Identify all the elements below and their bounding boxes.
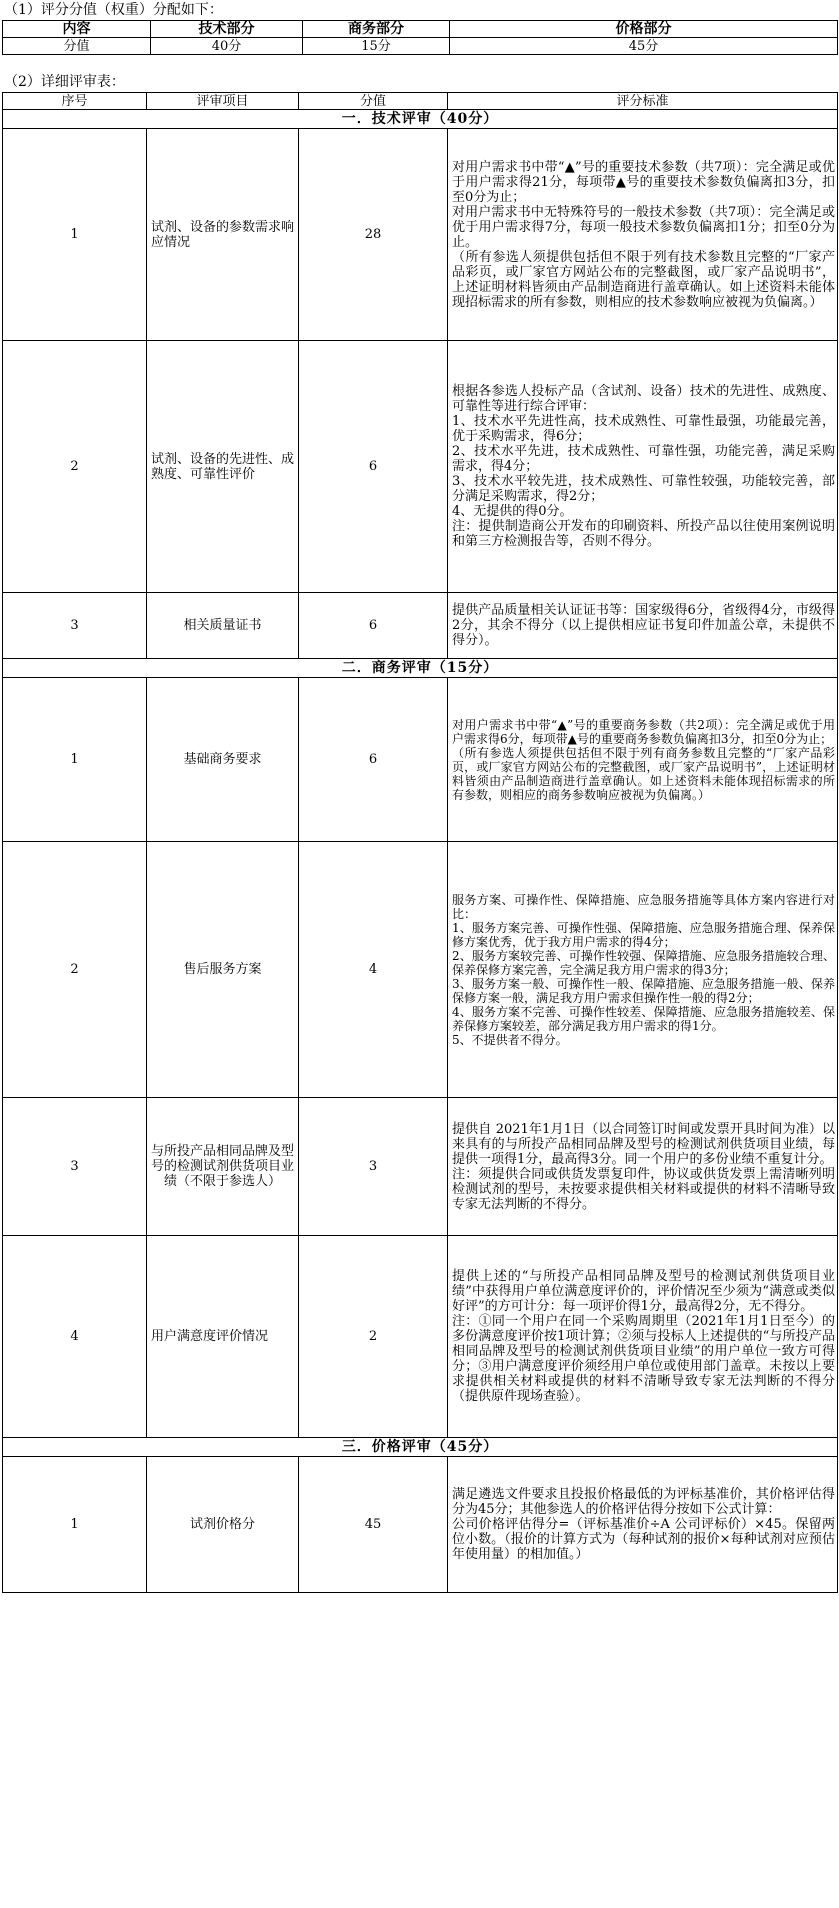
weights-caption: （1）评分分值（权重）分配如下： (4, 2, 223, 18)
row-score: 3 (299, 1098, 448, 1236)
row-no: 1 (3, 1457, 147, 1593)
weights-value-cell: 分值 (3, 38, 151, 55)
row-item: 售后服务方案 (147, 842, 299, 1098)
row-item: 用户满意度评价情况 (147, 1236, 299, 1438)
row-item: 与所投产品相同品牌及型号的检测试剂供货项目业绩（不限于参选人） (147, 1098, 299, 1236)
section-title-row (3, 659, 838, 678)
row-item: 试剂、设备的先进性、成熟度、可靠性评价 (147, 341, 299, 593)
weights-header-cell: 价格部分 (450, 21, 838, 38)
row-score: 2 (299, 1236, 448, 1438)
row-criteria: 服务方案、可操作性、保障措施、应急服务措施等具体方案内容进行对比： 1、服务方案完善、可操作性强、保障措施、应急服务措施合理、保养保修方案优秀，优于我方用户需求的得4分； 2、服务方案较完善、可操作性较强、保障措施、应急服务措施较合理、保养保修方案完善，完全满足我方用户需求的得3分； 3、服务方案一般、可操作性一般、保障措施、应急服务措施一般、保养保修方案一般，满足我方用户需求但操作性一般的得2分； 4、服务方案不完善、可操作性较差、保障措施、应急服务措施较差、保养保修方案较差，部分满足我方用户需求的得1分。 5、不提供者不得分。 (448, 842, 838, 1098)
row-no: 2 (3, 842, 147, 1098)
row-no: 4 (3, 1236, 147, 1438)
row-criteria: 对用户需求书中带“▲”号的重要技术参数（共7项）：完全满足或优于用户需求得21分，每项带▲号的重要技术参数负偏离扣3分，扣至0分为止； 对用户需求书中无特殊符号的一般技术参数（共7项）：完全满足或优于用户需求得7分，每项一般技术参数负偏离扣1分；扣至0分为止。 （所有参选人须提供包括但不限于列有技术参数且完整的“厂家产品彩页，或厂家官方网站公布的完整截图，或厂家产品说明书”，上述证明材料皆须由产品制造商进行盖章确认。如上述资料未能体现招标需求的所有参数，则相应的技术参数响应被视为负偏离。） (448, 129, 838, 341)
row-no: 1 (3, 678, 147, 842)
row-score: 4 (299, 842, 448, 1098)
weights-header-row (3, 21, 838, 38)
row-no: 3 (3, 593, 147, 659)
weights-value-cell: 40分 (151, 38, 303, 55)
weights-value-cell: 45分 (450, 38, 838, 55)
row-item: 相关质量证书 (147, 593, 299, 659)
table-row (3, 1457, 838, 1593)
row-item: 试剂、设备的参数需求响应情况 (147, 129, 299, 341)
header-cell-criteria: 评分标准 (448, 93, 838, 110)
row-score: 6 (299, 341, 448, 593)
weights-table (2, 20, 838, 55)
table-row (3, 341, 838, 593)
section-title: 二．商务评审（15分） (3, 659, 838, 678)
row-criteria: 提供上述的“与所投产品相同品牌及型号的检测试剂供货项目业绩”中获得用户单位满意度评价的，评价情况至少须为“满意或类似好评”的方可计分：每一项评价得1分，最高得2分，无不得分。 注：①同一个用户在同一个采购周期里（2021年1月1日至今）的多份满意度评价按1项计算；②须与投标人上述提供的“与所投产品相同品牌及型号的检测试剂供货项目业绩”的用户单位一致方可得分；③用户满意度评价须经用户单位或使用部门盖章。未按以上要求提供相关材料或提供的材料不清晰导致专家无法判断的不得分（提供原件现场查验）。 (448, 1236, 838, 1438)
row-criteria: 提供产品质量相关认证证书等：国家级得6分，省级得4分，市级得2分，其余不得分（以上提供相应证书复印件加盖公章，未提供不得分）。 (448, 593, 838, 659)
weights-header-cell: 技术部分 (151, 21, 303, 38)
section-title-row (3, 1438, 838, 1457)
row-score: 45 (299, 1457, 448, 1593)
row-item: 试剂价格分 (147, 1457, 299, 1593)
table-row (3, 1098, 838, 1236)
detail-caption: （2）详细评审表： (4, 74, 125, 90)
row-no: 1 (3, 129, 147, 341)
weights-value-cell: 15分 (303, 38, 450, 55)
header-cell-score: 分值 (299, 93, 448, 110)
row-criteria: 根据各参选人投标产品（含试剂、设备）技术的先进性、成熟度、可靠性等进行综合评审： 1、技术水平先进性高，技术成熟性、可靠性最强，功能最完善，优于采购需求，得6分； 2、技术水平先进，技术成熟性、可靠性强，功能完善，满足采购需求，得4分； 3、技术水平较先进，技术成熟性、可靠性较强，功能较完善，部分满足采购需求，得2分； 4、无提供的得0分。 注：提供制造商公开发布的印刷资料、所投产品以往使用案例说明和第三方检测报告等，否则不得分。 (448, 341, 838, 593)
table-row (3, 1236, 838, 1438)
table-row (3, 842, 838, 1098)
weights-header-cell: 内容 (3, 21, 151, 38)
detail-table (2, 92, 838, 1593)
row-no: 3 (3, 1098, 147, 1236)
table-row (3, 678, 838, 842)
table-row (3, 129, 838, 341)
table-row (3, 593, 838, 659)
row-no: 2 (3, 341, 147, 593)
detail-header-row (3, 93, 838, 110)
row-score: 6 (299, 593, 448, 659)
header-cell-no: 序号 (3, 93, 147, 110)
section-title: 一．技术评审（40分） (3, 110, 838, 129)
header-cell-item: 评审项目 (147, 93, 299, 110)
section-title-row (3, 110, 838, 129)
row-item: 基础商务要求 (147, 678, 299, 842)
row-criteria: 提供自 2021年1月1日（以合同签订时间或发票开具时间为准）以来具有的与所投产品相同品牌及型号的检测试剂供货项目业绩，每提供一项得1分，最高得3分。同一个用户的多份业绩不重复计分。 注：须提供合同或供货发票复印件，协议或供货发票上需清晰列明检测试剂的型号，未按要求提供相关材料或提供的材料不清晰导致专家无法判断的不得分。 (448, 1098, 838, 1236)
section-title: 三．价格评审（45分） (3, 1438, 838, 1457)
row-criteria: 满足遴选文件要求且投报价格最低的为评标基准价，其价格评估得分为45分；其他参选人的价格评估得分按如下公式计算： 公司价格评估得分=（评标基准价÷A 公司评标价）×45。保留两位小数。（报价的计算方式为（每种试剂的报价×每种试剂对应预估年使用量）的相加值。） (448, 1457, 838, 1593)
row-criteria: 对用户需求书中带“▲”号的重要商务参数（共2项）：完全满足或优于用户需求得6分，每项带▲号的重要商务参数负偏离扣3分，扣至0分为止； （所有参选人须提供包括但不限于列有商务参数且完整的“厂家产品彩页，或厂家官方网站公布的完整截图，或厂家产品说明书”，上述证明材料皆须由产品制造商进行盖章确认。如上述资料未能体现招标需求的所有参数，则相应的商务参数响应被视为负偏离。） (448, 678, 838, 842)
weights-value-row (3, 38, 838, 55)
weights-header-cell: 商务部分 (303, 21, 450, 38)
row-score: 6 (299, 678, 448, 842)
row-score: 28 (299, 129, 448, 341)
